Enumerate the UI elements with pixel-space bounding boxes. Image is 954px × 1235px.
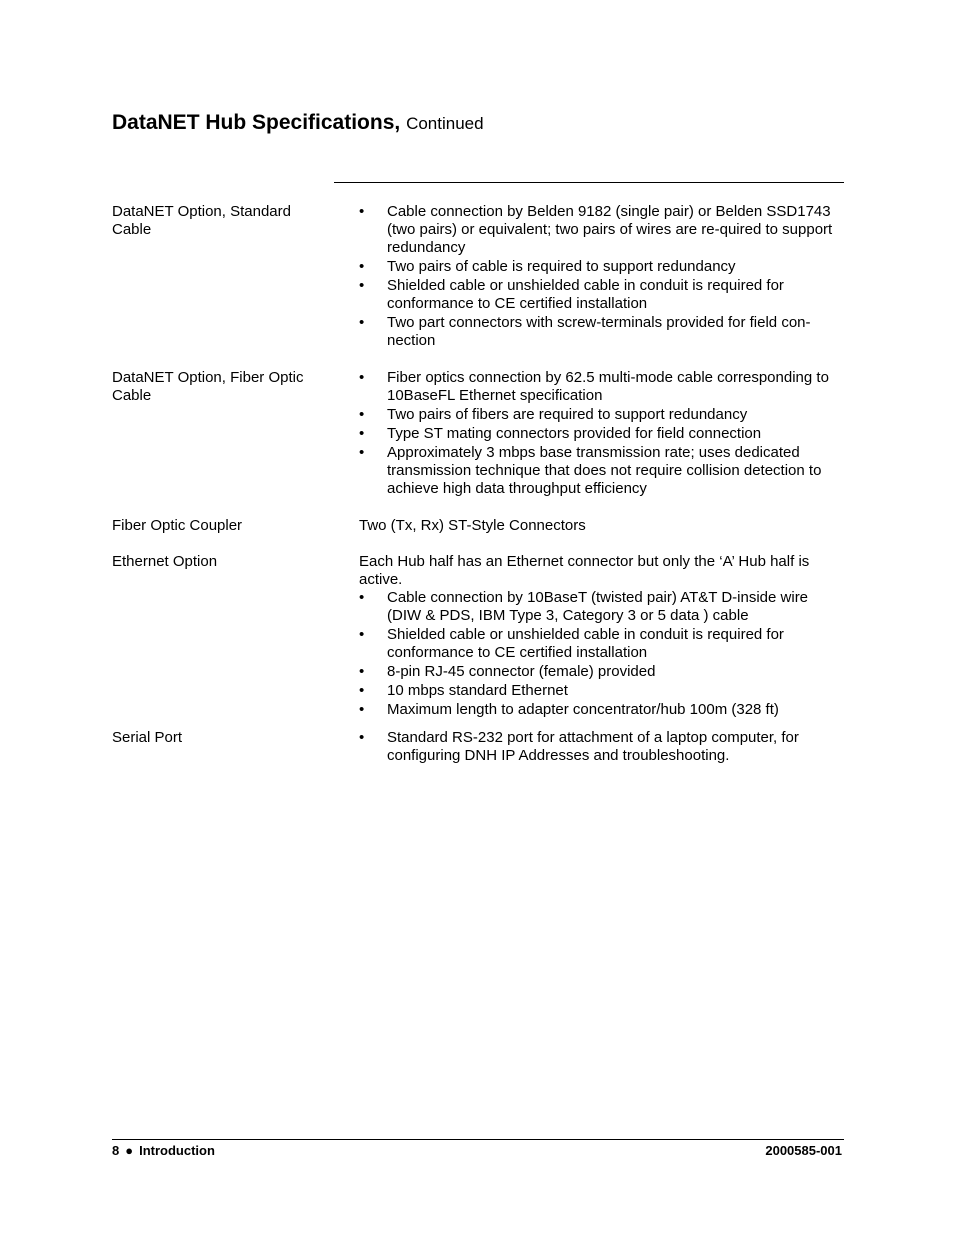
- footer-left: [112, 1143, 215, 1158]
- footer-separator: ●: [125, 1143, 134, 1158]
- spec-label: Serial Port: [112, 729, 183, 746]
- bullet-list: [359, 729, 844, 765]
- bullet-item: • Two part connectors with screw-terminals provided for field con-nection: [359, 314, 844, 350]
- page-title: [112, 111, 484, 135]
- bullet-list: [359, 203, 844, 350]
- title-main: DataNET Hub Specifications,: [112, 111, 401, 134]
- bullet-item: • Maximum length to adapter concentrator/hub 100m (328 ft): [359, 701, 844, 719]
- bullet-item: • Two pairs of fibers are required to support redundancy: [359, 406, 844, 424]
- spec-content: [359, 517, 844, 535]
- spec-content: [359, 729, 844, 766]
- spec-content: [359, 369, 844, 499]
- spec-content: [359, 553, 844, 720]
- section-name: Introduction: [139, 1143, 215, 1158]
- bullet-item: • Shielded cable or unshielded cable in conduit is required for conformance to CE certified installation: [359, 277, 844, 313]
- spec-content: [359, 203, 844, 351]
- spec-text: Two (Tx, Rx) ST-Style Connectors: [359, 517, 586, 534]
- spec-label: DataNET Option, Standard Cable: [112, 203, 291, 238]
- bullet-list: [359, 589, 844, 719]
- bullet-item: • Approximately 3 mbps base transmission rate; uses dedicated transmission technique that does not require collision detection to achieve high data throughput efficiency: [359, 444, 844, 498]
- bullet-item: • Cable connection by Belden 9182 (single pair) or Belden SSD1743 (two pairs) or equivalent; two pairs of wires are re-quired to support redundancy: [359, 203, 844, 257]
- bullet-item: • Type ST mating connectors provided for field connection: [359, 425, 844, 443]
- spec-label: DataNET Option, Fiber Optic Cable: [112, 369, 304, 404]
- bullet-item: • 8-pin RJ-45 connector (female) provided: [359, 663, 844, 681]
- title-continued: Continued: [406, 114, 484, 133]
- bullet-item: • Shielded cable or unshielded cable in conduit is required for conformance to CE certified installation: [359, 626, 844, 662]
- bullet-item: • 10 mbps standard Ethernet: [359, 682, 844, 700]
- bullet-item: • Fiber optics connection by 62.5 multi-mode cable corresponding to 10BaseFL Ethernet specification: [359, 369, 844, 405]
- spec-label: Fiber Optic Coupler: [112, 517, 243, 534]
- bullet-item: • Standard RS-232 port for attachment of a laptop computer, for configuring DNH IP Addresses and troubleshooting.: [359, 729, 844, 765]
- spec-label: Ethernet Option: [112, 553, 218, 570]
- bullet-item: • Two pairs of cable is required to support redundancy: [359, 258, 844, 276]
- bullet-item: • Cable connection by 10BaseT (twisted pair) AT&T D-inside wire (DIW & PDS, IBM Type 3, Category 3 or 5 data ) cable: [359, 589, 844, 625]
- document-number: 2000585-001: [765, 1143, 842, 1158]
- spec-text: Each Hub half has an Ethernet connector but only the ‘A’ Hub half is active.: [359, 553, 810, 588]
- page-number: 8: [112, 1143, 120, 1158]
- footer-rule: [112, 1139, 844, 1140]
- bullet-list: [359, 369, 844, 498]
- header-rule: [334, 182, 844, 183]
